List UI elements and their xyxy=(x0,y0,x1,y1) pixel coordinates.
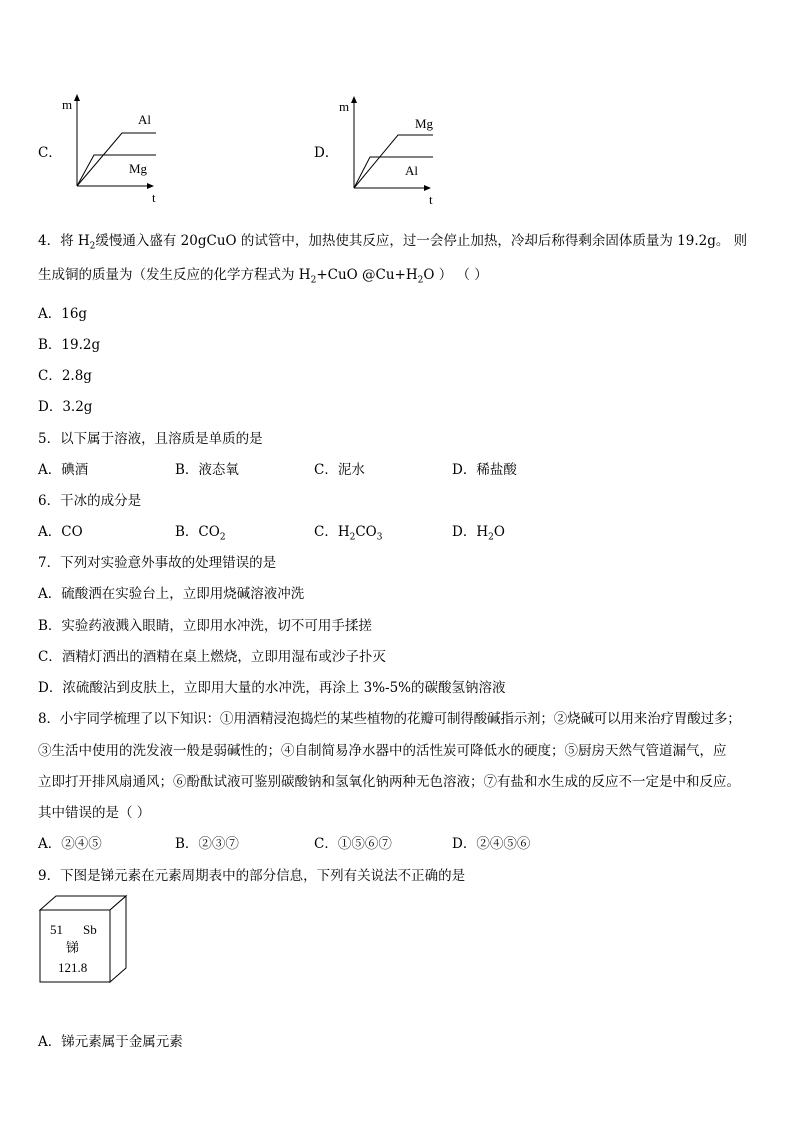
q9-stem: 9．下图是锑元素在元素周期表中的部分信息，下列有关说法不正确的是 xyxy=(38,868,466,884)
x-axis-arrow xyxy=(424,185,431,191)
q8-stem-line3: 立即打开排风扇通风；⑥酚酞试液可鉴别碳酸钠和氢氧化钠两种无色溶液；⑦有盐和水生成的反应不一定是中和反应。 xyxy=(38,774,740,790)
lower-curve-label: Al xyxy=(405,163,418,178)
upper-curve-label: Al xyxy=(138,112,151,127)
q6-option-c: C．$H_2CO_3$ xyxy=(314,524,383,543)
atomic-number: 51 xyxy=(50,922,63,937)
x-axis-label: t xyxy=(429,192,433,206)
q4-option-d: D．3.2g xyxy=(38,399,93,415)
y-axis-label: m xyxy=(339,99,350,114)
element-symbol: Sb xyxy=(83,922,97,937)
q5-option-a: A．碘酒 xyxy=(38,462,89,478)
upper-curve xyxy=(354,135,433,188)
q8-stem-line2: ③生活中使用的洗发液一般是弱碱性的；④自制简易净水器中的活性炭可降低水的硬度；⑤厨房天然气管道漏气，应 xyxy=(38,743,727,759)
option-d-label: D． xyxy=(314,145,339,161)
q7-option-b: B．实验药液溅入眼睛，立即用水冲洗，切不可用手揉搓 xyxy=(38,618,372,634)
q5-stem: 5．以下属于溶液，且溶质是单质的是 xyxy=(38,431,263,447)
y-axis-arrow xyxy=(351,96,357,103)
q8-option-d: D．②④⑤⑥ xyxy=(452,836,531,852)
q8-stem-line1: 8．小宇同学梳理了以下知识：①用酒精浸泡捣烂的某些植物的花瓣可制得酸碱指示剂；②烧碱可以用来治疗胃酸过多； xyxy=(38,711,741,727)
q6-option-b: B．$CO_2$ xyxy=(175,524,226,543)
graph-c xyxy=(58,92,178,204)
q7-stem: 7．下列对实验意外事故的处理错误的是 xyxy=(38,555,277,571)
q8-option-b: B．②③⑦ xyxy=(175,836,239,852)
lower-curve-label: Mg xyxy=(129,161,148,176)
q7-option-c: C．酒精灯洒出的酒精在桌上燃烧，立即用湿布或沙子扑灭 xyxy=(38,649,386,665)
q4-option-a: A．16g xyxy=(38,306,88,322)
q6-option-a: A．CO xyxy=(38,524,83,540)
element-cell-figure xyxy=(36,894,132,986)
q9-option-a: A．锑元素属于金属元素 xyxy=(38,1034,183,1050)
q4-stem-line2: 生成铜的质量为（发生反应的化学方程式为 $H_2+CuO$ $@Cu+H_2O$ ） （ ） xyxy=(38,267,488,286)
q4-stem-line1: 4．将 $H_2$缓慢通入盛有 20gCuO 的试管中，加热使其反应，过一会停止加热，冷却后称得剩余固体质量为 19.2g。 则 xyxy=(38,233,748,252)
q7-option-a: A．硫酸洒在实验台上，立即用烧碱溶液冲洗 xyxy=(38,586,305,602)
x-axis-label: t xyxy=(152,190,156,204)
q8-stem-line4: 其中错误的是（ ） xyxy=(38,805,151,821)
lower-curve xyxy=(354,157,433,188)
q5-option-d: D．稀盐酸 xyxy=(452,462,517,478)
q5-option-b: B．液态氧 xyxy=(175,462,239,478)
q6-option-d: D．$H_2O$ xyxy=(452,524,505,543)
q4-option-c: C．2.8g xyxy=(38,368,92,384)
q4-option-b: B．19.2g xyxy=(38,337,101,353)
q5-option-c: C．泥水 xyxy=(314,462,365,478)
q8-option-c: C．①⑤⑥⑦ xyxy=(314,836,392,852)
q6-stem: 6．干冰的成分是 xyxy=(38,493,142,509)
q8-option-a: A．②④⑤ xyxy=(38,836,102,852)
element-name: 锑 xyxy=(66,940,80,955)
upper-curve xyxy=(77,133,156,186)
q7-option-d: D．浓硫酸沾到皮肤上，立即用大量的水冲洗，再涂上 3%-5%的碳酸氢钠溶液 xyxy=(38,680,506,696)
option-c-label: C． xyxy=(38,145,62,161)
upper-curve-label: Mg xyxy=(415,116,434,131)
x-axis-arrow xyxy=(147,183,154,189)
graph-d xyxy=(335,94,455,206)
y-axis-label: m xyxy=(62,97,73,112)
atomic-mass: 121.8 xyxy=(58,960,88,975)
y-axis-arrow xyxy=(74,94,80,101)
element-cell-side xyxy=(110,896,126,982)
